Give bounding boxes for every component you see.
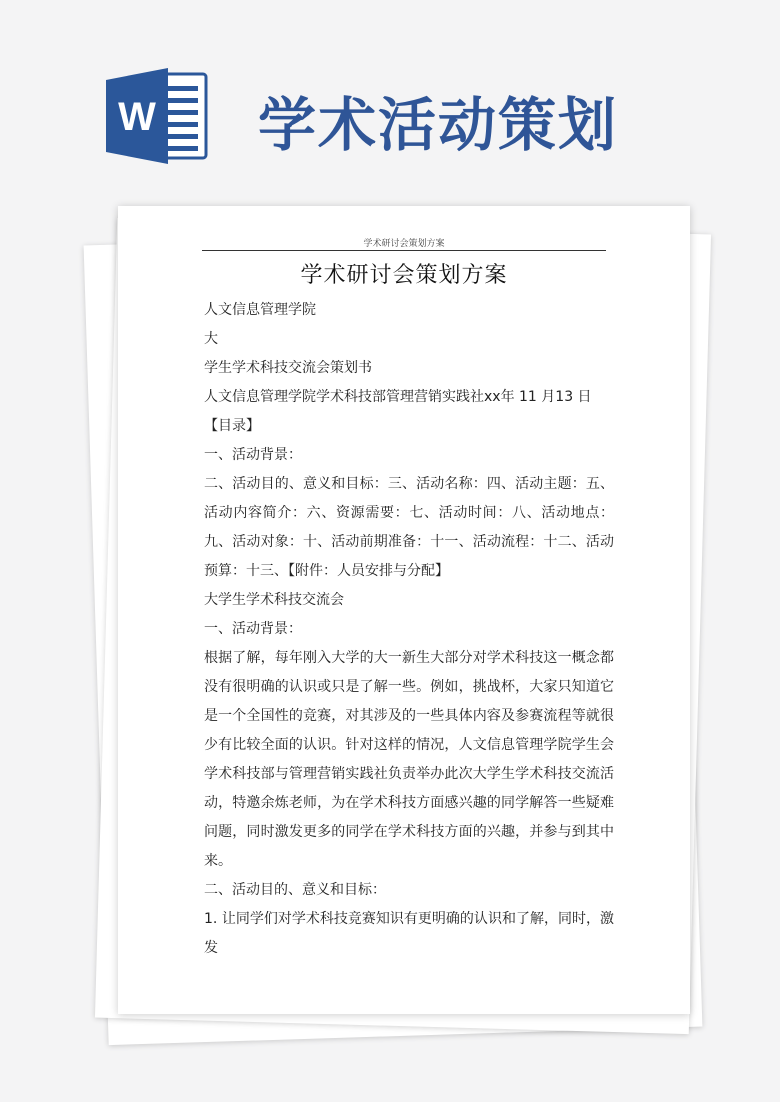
word-icon <box>106 68 210 164</box>
paragraph-event-name: 大学生学术科技交流会 <box>204 592 344 608</box>
word-logo-letter: W <box>118 95 156 139</box>
paragraph-organizer-date: 人文信息管理学院学术科技部管理营销实践社xx年 11 月13 日 <box>204 389 592 405</box>
paragraph-subtitle: 学生学术科技交流会策划书 <box>204 360 372 376</box>
paragraph-section-1: 一、活动背景： <box>204 447 302 463</box>
top-banner <box>0 0 780 200</box>
paragraph-purpose-heading: 二、活动目的、意义和目标： <box>204 882 386 898</box>
document-body <box>204 296 614 963</box>
paragraph-toc-heading: 【目录】 <box>204 418 260 434</box>
paragraph-toc-list: 二、活动目的、意义和目标：三、活动名称：四、活动主题：五、活动内容简介：六、资源需要：七、活动时间：八、活动地点：九、活动对象：十、活动前期准备：十一、活动流程：十二、活动预算：十三、【附件：人员安排与分配】 <box>204 476 614 579</box>
document-running-header: 学术研讨会策划方案 <box>202 238 606 251</box>
banner-title: 学术活动策划 <box>258 91 619 159</box>
paragraph-college: 人文信息管理学院 <box>204 302 316 318</box>
document-title: 学术研讨会策划方案 <box>300 263 508 288</box>
paragraph-background-heading: 一、活动背景： <box>204 621 302 637</box>
paragraph-background-text: 根据了解，每年刚入大学的大一新生大部分对学术科技这一概念都没有很明确的认识或只是了解一些。例如，挑战杯，大家只知道它是一个全国性的竞赛，对其涉及的一些具体内容及参赛流程等就很少有比较全面的认识。针对这样的情况，人文信息管理学院学生会学术科技部与管理营销实践社负责举办此次大学生学术科技交流活动，特邀余炼老师，为在学术科技方面感兴趣的同学解答一些疑难问题，同时激发更多的同学在学术科技方面的兴趣，并参与到其中来。 <box>204 650 614 869</box>
paragraph-da: 大 <box>204 331 218 347</box>
paragraph-purpose-item-1: 1. 让同学们对学术科技竞赛知识有更明确的认识和了解，同时，激发 <box>204 911 614 956</box>
document-page <box>118 206 690 1014</box>
